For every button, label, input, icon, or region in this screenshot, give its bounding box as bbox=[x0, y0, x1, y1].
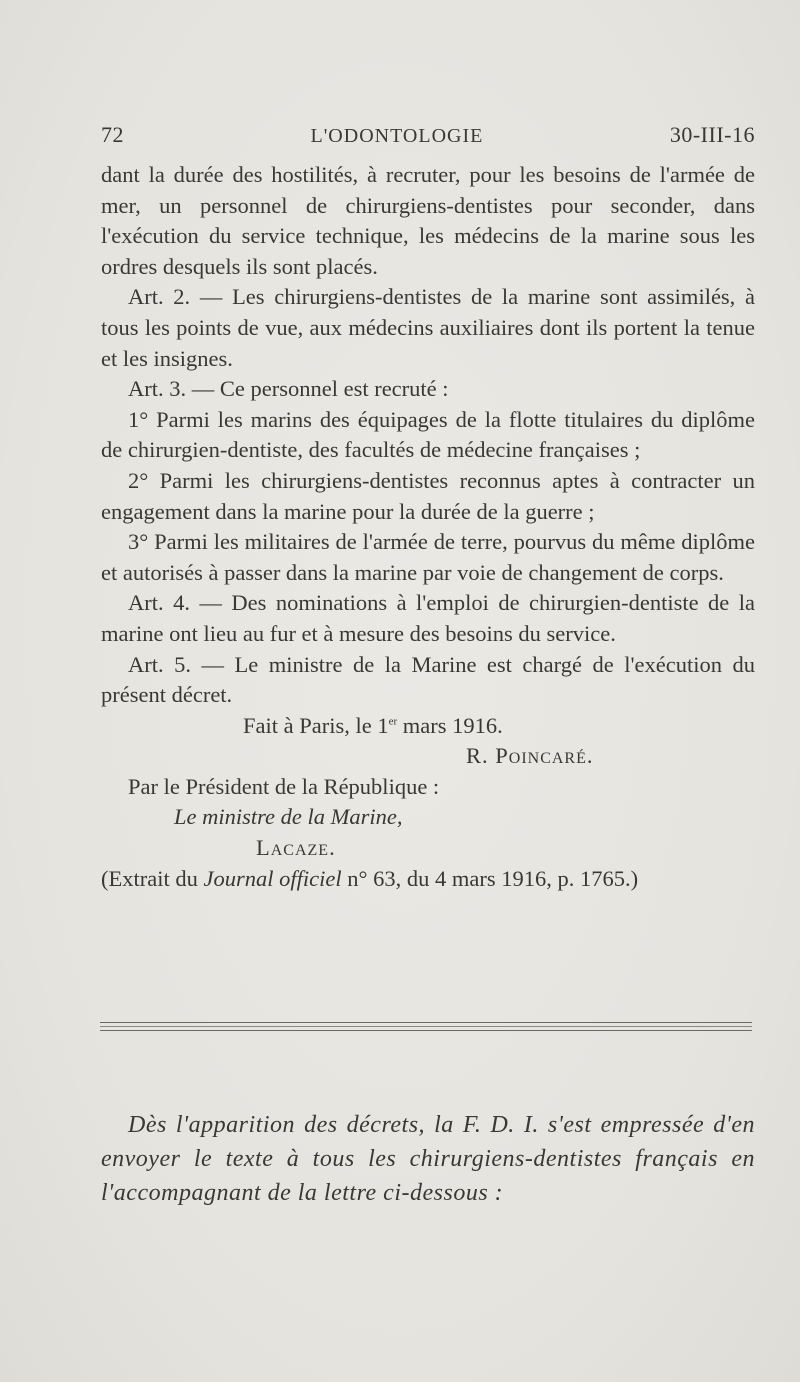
note-text: Dès l'apparition des décrets, la F. D. I. s'est empressée d'en envoyer le texte à tous les chirurgiens-dentistes français en l'accompagnant de la lettre ci-dessous : bbox=[101, 1112, 755, 1206]
place-date-line bbox=[101, 711, 755, 742]
article-2: Art. 2. — Les chirurgiens-dentistes de la marine sont assimilés, à tous les points de vue, aux médecins auxiliaires dont ils portent la tenue et les insignes. bbox=[101, 284, 755, 371]
fait-prefix: Fait à Paris, le 1 bbox=[243, 712, 389, 738]
journal-title: L'ODONTOLOGIE bbox=[310, 125, 484, 147]
signature-lacaze: Lacaze. bbox=[256, 835, 336, 861]
source-citation bbox=[101, 864, 755, 895]
decree-text bbox=[101, 160, 755, 894]
fait-suffix: mars 1916. bbox=[397, 712, 503, 738]
journal-officiel: Journal officiel bbox=[203, 865, 342, 891]
par-le-president: Par le Président de la République : bbox=[128, 773, 440, 799]
ministre-line: Le ministre de la Marine, bbox=[174, 804, 403, 830]
recruitment-item-2: 2° Parmi les chirurgiens-dentistes reconnus aptes à contracter un engagement dans la marine pour la durée de la guerre ; bbox=[101, 467, 755, 524]
page-number: 72 bbox=[101, 122, 124, 147]
running-header bbox=[101, 122, 755, 148]
article-3: Art. 3. — Ce personnel est recruté : bbox=[128, 376, 449, 402]
editorial-note bbox=[101, 1108, 755, 1210]
extrait-suffix: n° 63, du 4 mars 1916, p. 1765.) bbox=[341, 865, 639, 891]
issue-date: 30-III-16 bbox=[669, 122, 755, 147]
recruitment-item-3: 3° Parmi les militaires de l'armée de terre, pourvus du même diplôme et autorisés à passer dans la marine par voie de changement de corps. bbox=[101, 529, 755, 585]
section-divider bbox=[100, 1022, 752, 1031]
recruitment-item-1: 1° Parmi les marins des équipages de la flotte titulaires du diplôme de chirurgien-dentiste, des facultés de médecine françaises ; bbox=[101, 406, 755, 463]
fait-superscript: er bbox=[388, 715, 398, 728]
article-5: Art. 5. — Le ministre de la Marine est chargé de l'exécution du présent décret. bbox=[101, 651, 755, 708]
extrait-prefix: (Extrait du bbox=[101, 865, 204, 891]
paragraph-continuation: dant la durée des hostilités, à recruter, pour les besoins de l'armée de mer, un personnel de chirurgiens-dentistes pour seconder, dans l'exécution du service technique, les médecins de la marine sous les ordres desquels ils sont placés. bbox=[101, 162, 755, 279]
article-4: Art. 4. — Des nominations à l'emploi de chirurgien-dentiste de la marine ont lieu au fur et à mesure des besoins du service. bbox=[101, 590, 755, 646]
signature-poincare: R. Poincaré. bbox=[466, 743, 594, 769]
